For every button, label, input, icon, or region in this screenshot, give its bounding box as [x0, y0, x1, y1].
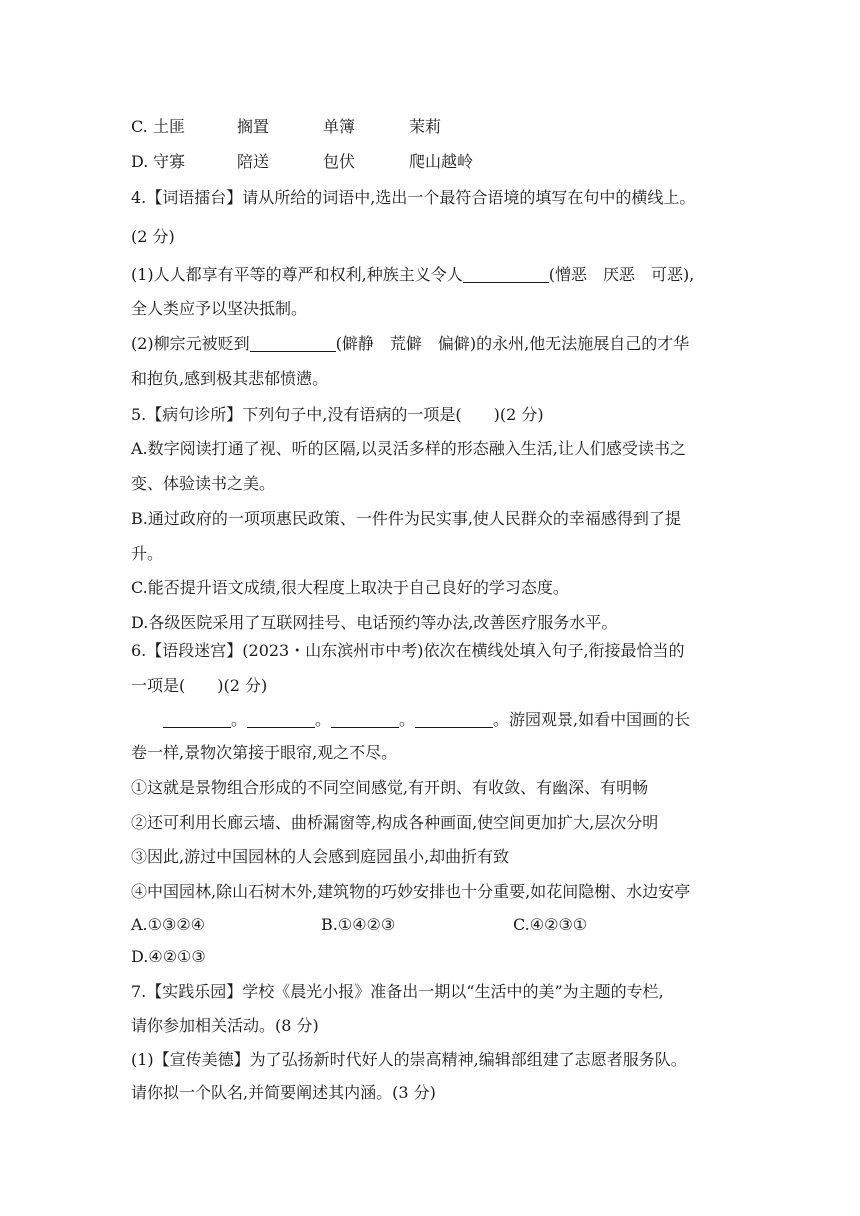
- word: 陪送: [237, 152, 270, 171]
- word-choices: (憎恶 厌恶 可恶),: [548, 265, 695, 284]
- q6-stem-cont: 一项是( )(2 分): [131, 676, 268, 695]
- q4-sentence-1: [131, 264, 731, 286]
- sentence-text: (1)人人都享有平等的尊严和权利,种族主义令人: [131, 265, 463, 284]
- word: 茉莉: [409, 117, 442, 136]
- word: 土匪: [153, 117, 186, 136]
- q5-option-c: C.能否提升语文成绩,很大程度上取决于自己良好的学习态度。: [131, 578, 569, 597]
- punctuation: 。: [315, 710, 332, 729]
- sentence-text: (2)柳宗元被贬到: [131, 334, 250, 353]
- passage-text: 。游园观景,如看中国画的长: [493, 710, 691, 729]
- q3-option-c: [131, 116, 731, 138]
- word: 守寡: [153, 152, 186, 171]
- answer-blank[interactable]: [463, 266, 549, 283]
- q7-stem-cont: 请你参加相关活动。(8 分): [131, 1016, 319, 1035]
- answer-blank[interactable]: [250, 335, 336, 352]
- q4-sentence-2: [131, 333, 731, 355]
- q6-options-row: [131, 914, 731, 936]
- q6-passage-cont: 卷一样,景物次第接于眼帘,观之不尽。: [131, 743, 398, 762]
- q4-sentence-2-cont: 和抱负,感到极其悲郁愤懑。: [131, 369, 329, 388]
- q6-sentence-4: ④中国园林,除山石树木外,建筑物的巧妙安排也十分重要,如花间隐榭、水边安亭: [131, 882, 691, 901]
- q5-stem: 5.【病句诊所】下列句子中,没有语病的一项是( )(2 分): [131, 405, 544, 424]
- q6-option-a: A.①③②④: [131, 915, 206, 934]
- q3-option-d: [131, 151, 731, 173]
- answer-blank[interactable]: [415, 711, 493, 728]
- word: 搁置: [237, 117, 270, 136]
- q4-sentence-1-cont: 全人类应予以坚决抵制。: [131, 299, 308, 318]
- punctuation: 。: [399, 710, 416, 729]
- answer-blank[interactable]: [331, 711, 399, 728]
- q4-score: (2 分): [131, 227, 175, 246]
- q6-sentence-3: ③因此,游过中国园林的人会感到庭园虽小,却曲折有致: [131, 847, 510, 866]
- word: 单簿: [323, 117, 356, 136]
- q5-option-b-cont: 升。: [131, 544, 164, 563]
- answer-blank[interactable]: [163, 711, 231, 728]
- q6-stem: 6.【语段迷宫】(2023・山东滨州市中考)依次在横线处填入句子,衔接最恰当的: [131, 641, 685, 660]
- word-choices: (僻静 荒僻 偏僻)的永州,他无法施展自己的才华: [335, 334, 690, 353]
- q6-sentence-2: ②还可利用长廊云墙、曲桥漏窗等,构成各种画面,使空间更加扩大,层次分明: [131, 813, 659, 832]
- q7-subquestion-1: (1)【宣传美德】为了弘扬新时代好人的崇高精神,编辑部组建了志愿者服务队。: [131, 1050, 687, 1069]
- punctuation: 。: [231, 710, 248, 729]
- q6-option-c: C.④②③①: [513, 915, 588, 934]
- option-label: D.: [131, 152, 149, 171]
- q6-option-d: D.④②①③: [131, 947, 206, 966]
- q6-option-b: B.①④②③: [321, 915, 396, 934]
- word: 爬山越岭: [409, 152, 474, 171]
- q5-option-b: B.通过政府的一项项惠民政策、一件件为民实事,使人民群众的幸福感得到了提: [131, 509, 681, 528]
- option-label: C.: [131, 117, 148, 136]
- q6-passage: [131, 709, 763, 731]
- q5-option-a: A.数字阅读打通了视、听的区隔,以灵活多样的形态融入生活,让人们感受读书之: [131, 439, 686, 458]
- q7-subquestion-1-cont: 请你拟一个队名,并简要阐述其内涵。(3 分): [131, 1083, 436, 1102]
- q5-option-a-cont: 变、体验读书之美。: [131, 474, 276, 493]
- q5-option-d: D.各级医院采用了互联网挂号、电话预约等办法,改善医疗服务水平。: [131, 613, 618, 632]
- q7-stem: 7.【实践乐园】学校《晨光小报》准备出一期以“生活中的美”为主题的专栏,: [131, 982, 664, 1001]
- word: 包伏: [323, 152, 356, 171]
- q6-sentence-1: ①这就是景物组合形成的不同空间感觉,有开朗、有收敛、有幽深、有明畅: [131, 778, 649, 797]
- q4-stem: 4.【词语擂台】请从所给的词语中,选出一个最符合语境的填写在句中的横线上。: [131, 188, 696, 207]
- answer-blank[interactable]: [247, 711, 315, 728]
